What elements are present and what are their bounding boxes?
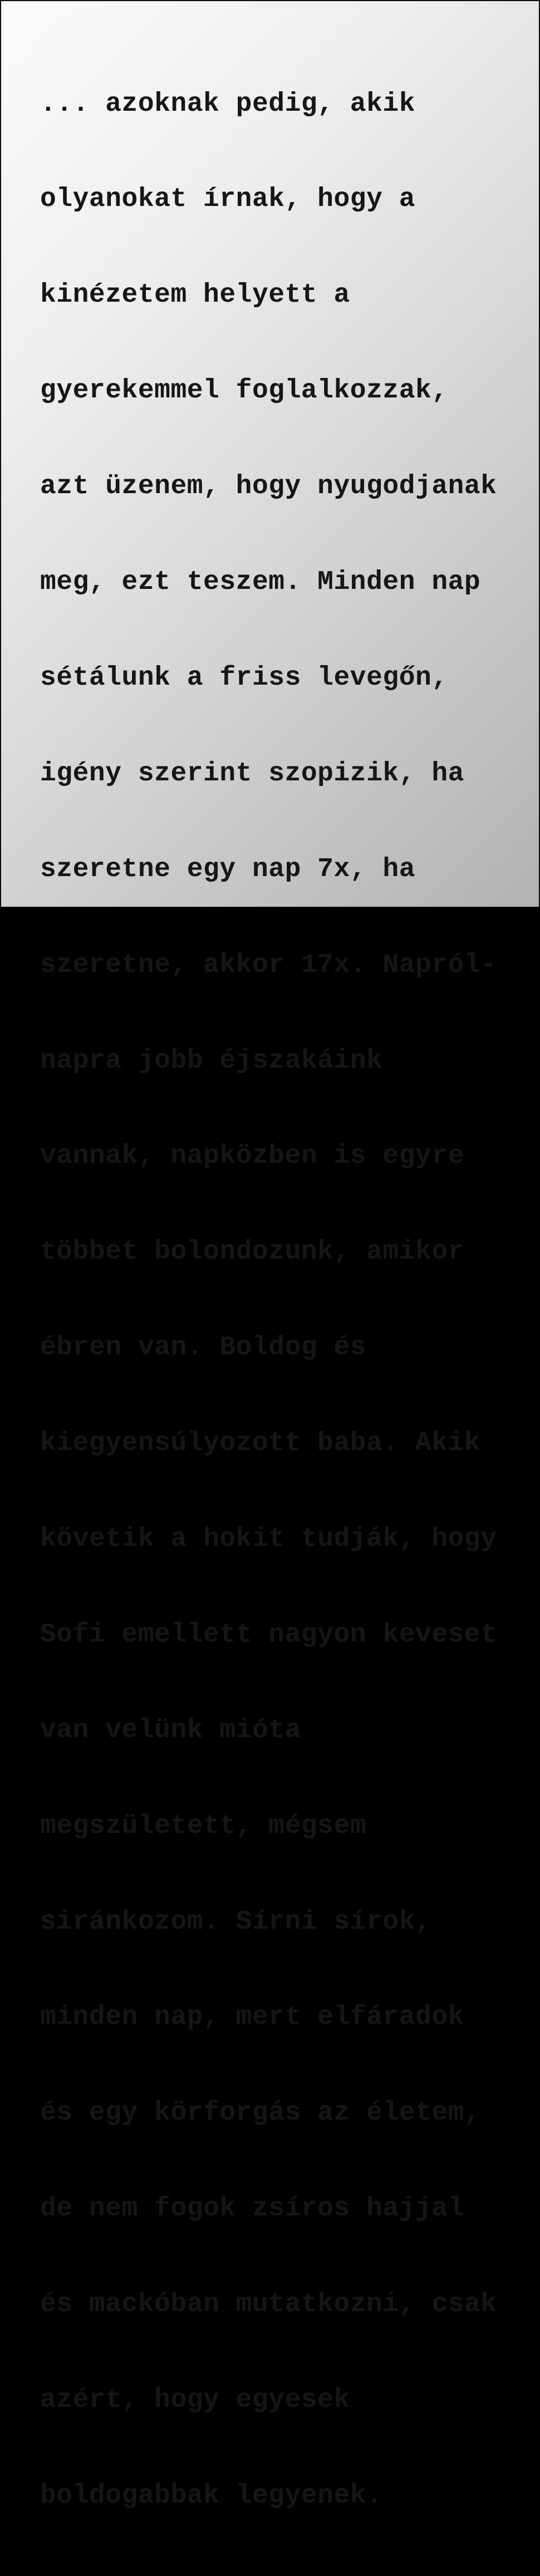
story-line-5: azt üzenem, hogy nyugodjanak xyxy=(40,471,497,502)
story-line-2: olyanokat írnak, hogy a xyxy=(40,184,416,215)
story-line-13: többet bolondozunk, amikor xyxy=(40,1237,464,1267)
story-line-18: van velünk mióta xyxy=(40,1715,301,1746)
story-line-26: boldogabbak legyenek. xyxy=(40,2480,383,2511)
story-line-4: gyerekemmel foglalkozzak, xyxy=(40,376,448,406)
story-line-8: igény szerint szopizik, ha xyxy=(40,758,464,789)
story-line-12: vannak, napközben is egyre xyxy=(40,1141,464,1172)
story-line-15: kiegyensúlyozott baba. Akik xyxy=(40,1428,481,1459)
story-line-20: siránkozom. Sírni sírok, xyxy=(40,1906,432,1937)
story-line-17: Sofi emellett nagyon keveset xyxy=(40,1619,497,1650)
story-line-25: azért, hogy egyesek xyxy=(40,2385,350,2415)
story-line-19: megszületett, mégsem xyxy=(40,1811,367,1841)
story-line-3: kinézetem helyett a xyxy=(40,280,350,311)
story-line-10: szeretne, akkor 17x. Napról- xyxy=(40,950,497,980)
story-line-9: szeretne egy nap 7x, ha xyxy=(40,854,416,884)
story-line-22: és egy körforgás az életem, xyxy=(40,2098,481,2128)
story-text-block xyxy=(40,24,530,2576)
story-line-14: ébren van. Boldog és xyxy=(40,1333,367,1363)
story-line-16: követik a hokit tudják, hogy xyxy=(40,1523,497,1554)
story-line-21: minden nap, mert elfáradok xyxy=(40,2002,464,2033)
story-line-11: napra jobb éjszakáink xyxy=(40,1045,383,1076)
story-line-23: de nem fogok zsíros hajjal xyxy=(40,2194,464,2224)
story-line-1: ... azoknak pedig, akik xyxy=(40,89,416,119)
story-line-7: sétálunk a friss levegőn, xyxy=(40,662,448,693)
story-line-24: és mackóban mutatkozni, csak xyxy=(40,2289,497,2320)
story-line-6: meg, ezt teszem. Minden nap xyxy=(40,567,481,598)
